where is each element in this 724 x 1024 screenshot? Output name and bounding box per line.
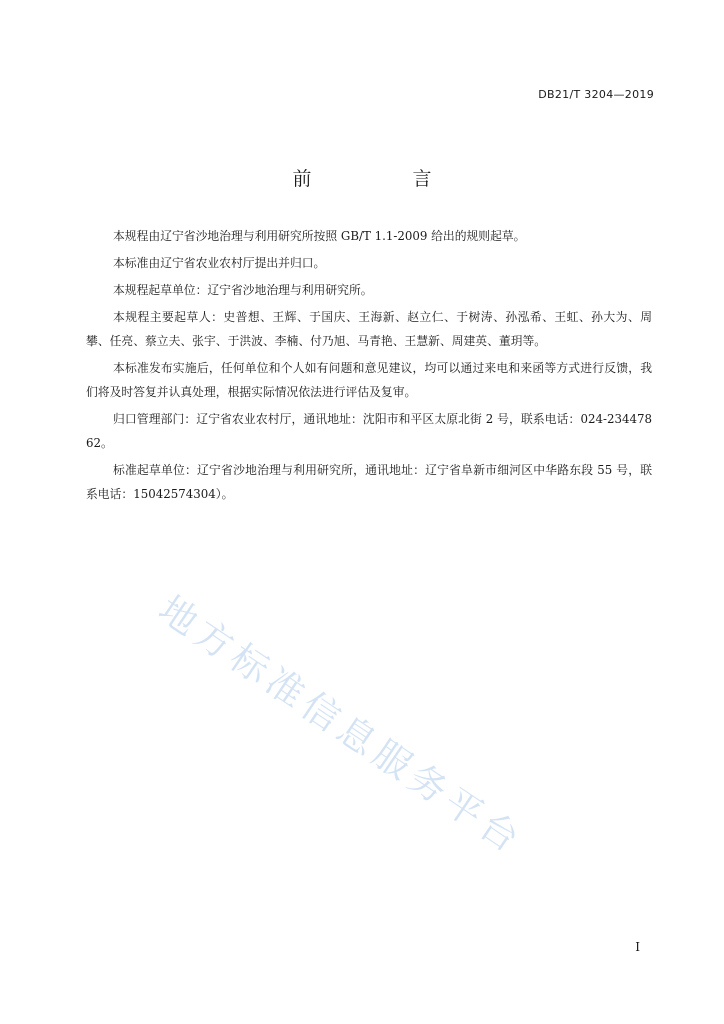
page-number: I xyxy=(635,940,640,954)
foreword-body xyxy=(86,224,652,509)
page-title: 前 言 xyxy=(292,168,473,190)
paragraph-standard-drafting-unit: 标准起草单位：辽宁省沙地治理与利用研究所，通讯地址：辽宁省阜新市细河区中华路东段 55 号，联系电话：15042574304）。 xyxy=(86,463,652,501)
paragraph-proposer: 本标准由辽宁省农业农村厅提出并归口。 xyxy=(113,256,326,270)
document-code: DB21/T 3204—2019 xyxy=(538,88,654,101)
paragraph-drafting-unit: 本规程起草单位：辽宁省沙地治理与利用研究所。 xyxy=(113,283,373,297)
watermark: 地方标准信息服务平台 xyxy=(150,587,532,864)
paragraph-competent-department: 归口管理部门：辽宁省农业农村厅，通讯地址：沈阳市和平区太原北街 2 号，联系电话：024-23447862。 xyxy=(86,412,652,450)
paragraph-feedback: 本标准发布实施后，任何单位和个人如有问题和意见建议，均可以通过来电和来函等方式进行反馈，我们将及时答复并认真处理，根据实际情况依法进行评估及复审。 xyxy=(86,361,652,399)
paragraph-drafters: 本规程主要起草人：史普想、王辉、于国庆、王海新、赵立仁、于树涛、孙泓希、王虹、孙大为、周攀、任亮、蔡立夫、张宇、于洪波、李楠、付乃旭、马青艳、王慧新、周建英、董玥等。 xyxy=(86,310,652,348)
paragraph-drafting-rules: 本规程由辽宁省沙地治理与利用研究所按照 GB/T 1.1-2009 给出的规则起草。 xyxy=(113,229,526,243)
